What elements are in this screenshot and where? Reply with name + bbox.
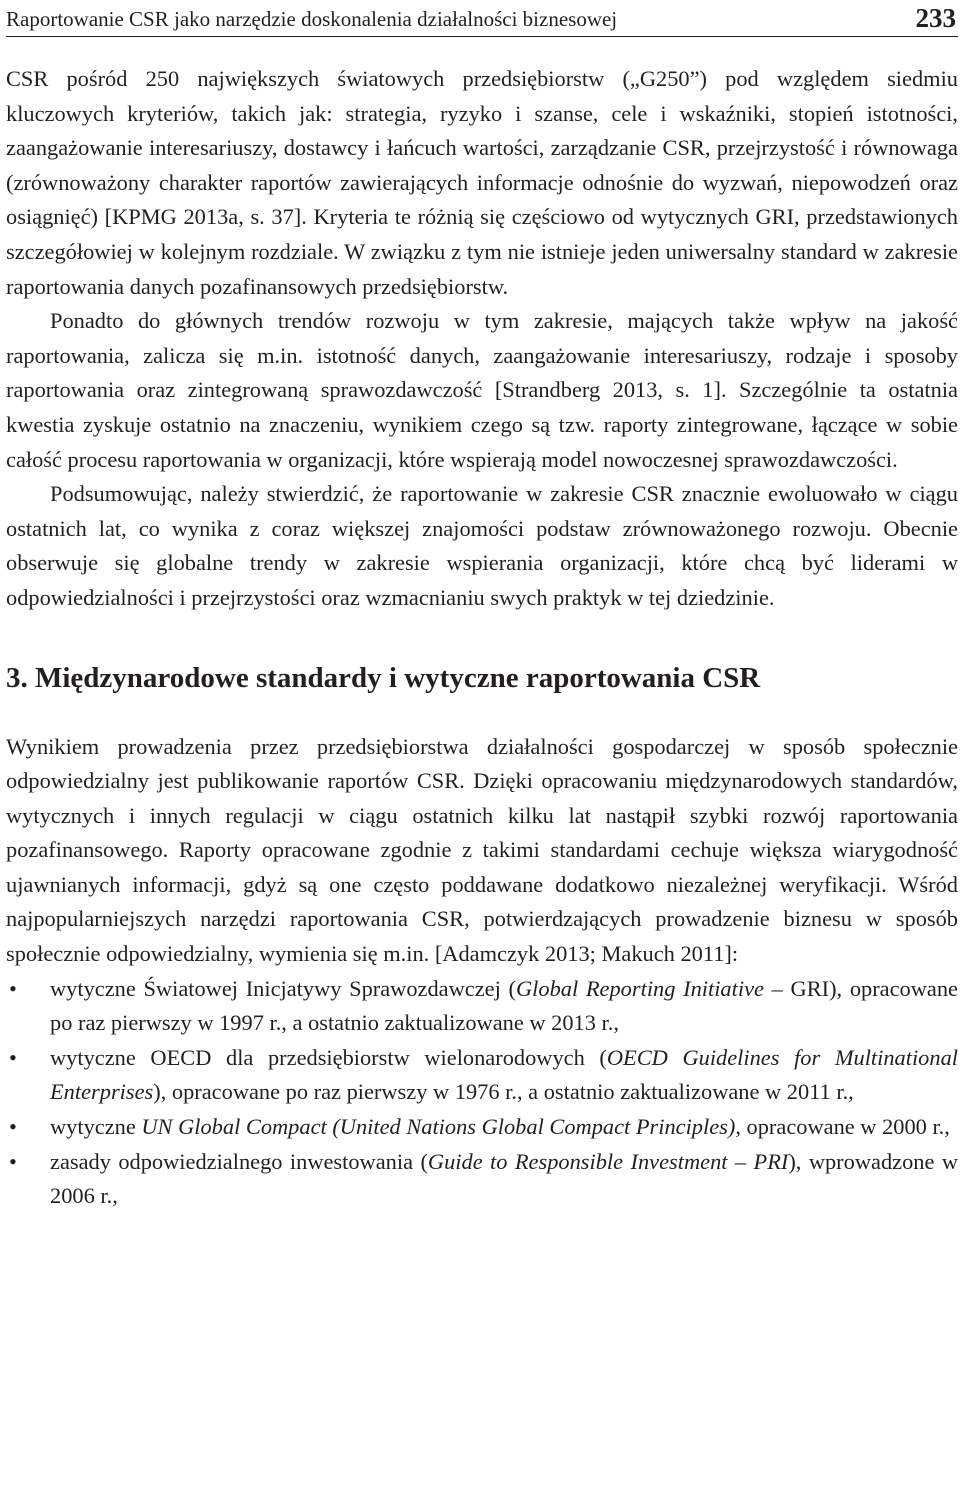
bullet-list [6, 972, 958, 1214]
running-header [6, 3, 958, 37]
list-item-italic: OECD Guidelines for Multinational Enterprises [50, 1044, 958, 1105]
list-item-text: ), opracowane po raz pierwszy w 1976 r., a ostatnio zaktualizowane w 2011 r., [153, 1079, 854, 1105]
section-heading: 3. Międzynarodowe standardy i wytyczne raportowania CSR [6, 661, 761, 694]
list-item [6, 1145, 958, 1214]
list-item-italic: UN Global Compact (United Nations Global Compact Principles) [141, 1114, 736, 1140]
paragraph-continued: CSR pośród 250 największych światowych przedsiębiorstw („G250”) pod względem siedmiu kluczowych kryteriów, takich jak: strategia, ryzyko i szanse, cele i wskaźniki, stopień istotności, zaangażowanie interesariuszy, dostawcy i łańcuch wartości, zarządzanie CSR, przejrzystość i równowaga (zrównoważony charakter raportów zawierających informacje odnośnie do wyzwań, niepowodzeń oraz osiągnięć) [KPMG 2013a, s. 37]. Kryteria te różnią się częściowo od wytycznych GRI, przedstawionych szczegółowiej w kolejnym rozdziale. W związku z tym nie istnieje jeden uniwersalny standard w zakresie raportowania danych pozafinansowych przedsiębiorstw. [6, 66, 958, 299]
list-item [6, 1041, 958, 1110]
bullet-icon: • [9, 975, 17, 1001]
bullet-icon: • [9, 1114, 17, 1140]
list-item-text: zasady odpowiedzialnego inwestowania ( [50, 1148, 428, 1174]
list-item [6, 1110, 958, 1145]
list-item-text: – GRI), opracowane po raz pierwszy w 1997 r., a ostatnio zaktualizowane w 2013 r., [50, 975, 958, 1036]
section-intro-paragraph: Wynikiem prowadzenia przez przedsiębiorstwa działalności gospodarczej w sposób społecznie odpowiedzialny jest publikowanie raportów CSR. Dzięki opracowaniu międzynarodowych standardów, wytycznych i innych regulacji w ciągu ostatnich kilku lat nastąpił szybki rozwój raportowania pozafinansowego. Raporty opracowane zgodnie z takimi standardami cechuje większa wiarygodność ujawnianych informacji, gdyż są one często poddawane dodatkowo niezależnej weryfikacji. Wśród najpopularniejszych narzędzi raportowania CSR, potwierdzających prowadzenie biznesu w sposób społecznie odpowiedzialny, wymienia się m.in. [Adamczyk 2013; Makuch 2011]: [6, 733, 958, 967]
list-item-italic: Global Reporting Initiative [515, 975, 764, 1001]
bullet-icon: • [9, 1148, 17, 1174]
list-item-text: wytyczne OECD dla przedsiębiorstw wielonarodowych ( [50, 1044, 607, 1070]
paragraph-summary: Podsumowując, należy stwierdzić, że raportowanie w zakresie CSR znacznie ewoluowało w ciągu ostatnich lat, co wynika z coraz większej znajomości podstaw zrównoważonego rozwoju. Obecnie obserwuje się globalne trendy w zakresie wspierania organizacji, które chcą być liderami w odpowiedzialności i przejrzystości oraz wzmacnianiu swych praktyk w tej dziedzinie. [6, 481, 958, 610]
running-title: Raportowanie CSR jako narzędzie doskonalenia działalności biznesowej [6, 7, 618, 31]
list-item-text: wytyczne [50, 1114, 142, 1140]
bullet-icon: • [9, 1044, 17, 1070]
list-item [6, 972, 958, 1041]
body-text [6, 62, 958, 1214]
list-item-text: ), wprowadzone w 2006 r., [50, 1148, 958, 1209]
list-item-text: wytyczne Światowej Inicjatywy Sprawozdawczej ( [50, 975, 516, 1001]
document-page [6, 0, 958, 1487]
paragraph-trends: Ponadto do głównych trendów rozwoju w tym zakresie, mających także wpływ na jakość raportowania, zalicza się m.in. istotność danych, zaangażowanie interesariuszy, rodzaje i sposoby raportowania oraz zintegrowaną sprawozdawczość [Strandberg 2013, s. 1]. Szczególnie ta ostatnia kwestia zyskuje ostatnio na znaczeniu, wynikiem czego są tzw. raporty zintegrowane, łączące w sobie całość procesu raportowania w organizacji, które wspierają model nowoczesnej sprawozdawczości. [6, 308, 958, 472]
page-number: 233 [915, 3, 956, 33]
list-item-text: , opracowane w 2000 r., [735, 1114, 950, 1140]
list-item-italic: Guide to Responsible Investment – PRI [427, 1148, 789, 1174]
